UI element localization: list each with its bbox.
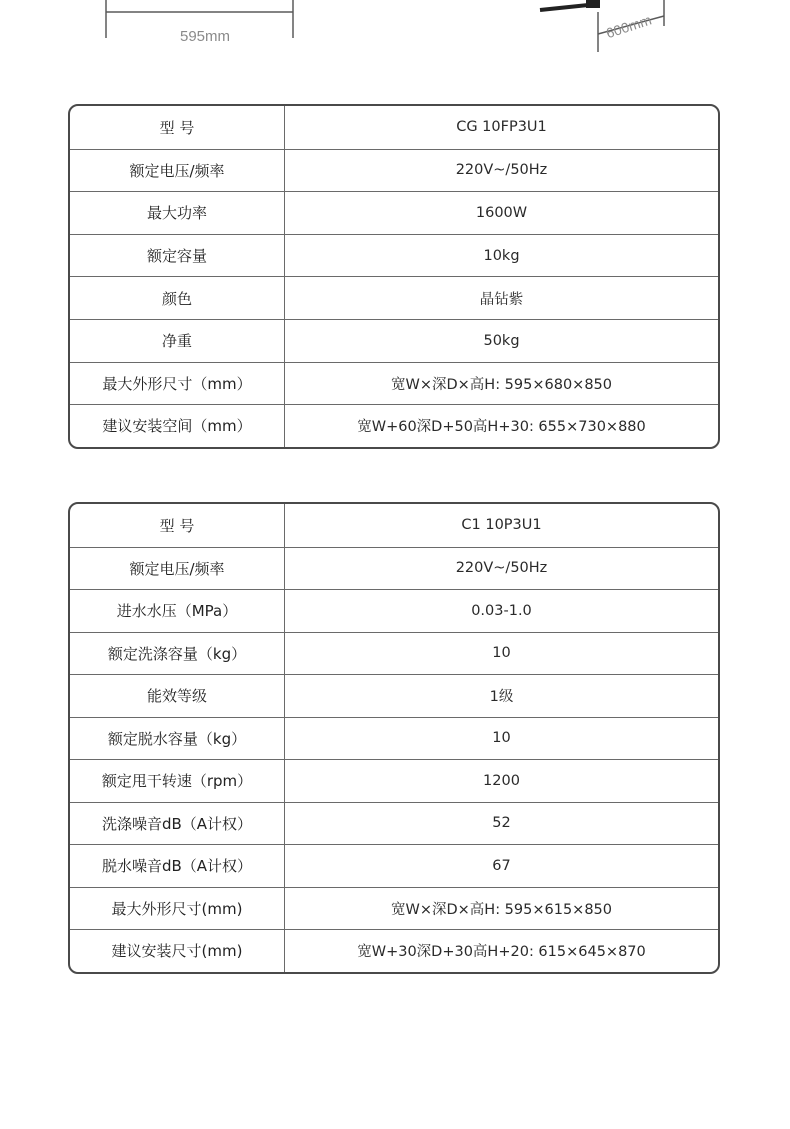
spec-value: 1600W: [475, 204, 528, 221]
table-row: [70, 404, 718, 447]
spec-value: 52: [492, 815, 511, 832]
spec-value: 67: [492, 857, 511, 874]
spec-label: 进水水压（MPa）: [70, 590, 285, 632]
spec-value: 10: [492, 730, 511, 747]
spec-label: 脱水噪音dB（A计权）: [70, 845, 285, 887]
spec-value: 10kg: [483, 247, 520, 264]
table-row: [70, 802, 718, 845]
spec-label: 型 号: [70, 504, 285, 547]
spec-label: 建议安装尺寸(mm): [70, 930, 285, 972]
table-row: [70, 149, 718, 192]
spec-value: CG 10FP3U1: [456, 119, 547, 136]
spec-value: 宽W×深D×高H: 595×680×850: [390, 376, 613, 393]
table-row: [70, 589, 718, 632]
spec-value: 220V~/50Hz: [455, 162, 548, 179]
spec-label: 额定电压/频率: [70, 548, 285, 590]
spec-label: 颜色: [70, 277, 285, 319]
spec-table-dryer: [68, 104, 720, 449]
spec-label: 洗涤噪音dB（A计权）: [70, 803, 285, 845]
dimension-lines: [0, 0, 790, 70]
spec-value: 宽W+60深D+50高H+30: 655×730×880: [357, 419, 646, 436]
depth-dimension-label: 600mm: [604, 11, 654, 42]
table-row: [70, 759, 718, 802]
machine-foot-block: [586, 0, 600, 8]
spec-table-washer: [68, 502, 720, 974]
table-row: [70, 844, 718, 887]
spec-label: 最大外形尺寸（mm）: [70, 363, 285, 405]
spec-label: 额定脱水容量（kg）: [70, 718, 285, 760]
spec-value: C1 10P3U1: [461, 517, 542, 534]
spec-value: 50kg: [483, 332, 520, 349]
spec-value: 0.03-1.0: [471, 602, 532, 619]
width-dimension-label: 595mm: [179, 28, 231, 45]
spec-value: 220V~/50Hz: [455, 560, 548, 577]
spec-label: 建议安装空间（mm）: [70, 405, 285, 447]
table-row: [70, 717, 718, 760]
table-row: [70, 106, 718, 149]
table-row: [70, 234, 718, 277]
table-row: [70, 547, 718, 590]
table-row: [70, 674, 718, 717]
spec-value: 宽W+30深D+30高H+20: 615×645×870: [357, 944, 646, 961]
table-row: [70, 929, 718, 972]
table-row: [70, 319, 718, 362]
table-row: [70, 191, 718, 234]
table-row: [70, 276, 718, 319]
table-row: [70, 362, 718, 405]
spec-value: 1级: [489, 689, 514, 706]
spec-value: 10: [492, 645, 511, 662]
spec-value: 晶钻紫: [479, 291, 524, 308]
spec-label: 型 号: [70, 106, 285, 149]
spec-label: 能效等级: [70, 675, 285, 717]
spec-value: 1200: [483, 772, 520, 789]
spec-label: 额定甩干转速（rpm）: [70, 760, 285, 802]
spec-label: 净重: [70, 320, 285, 362]
table-row: [70, 504, 718, 547]
spec-label: 额定容量: [70, 235, 285, 277]
dimension-diagram: [0, 0, 790, 70]
spec-label: 最大功率: [70, 192, 285, 234]
table-row: [70, 632, 718, 675]
spec-label: 额定电压/频率: [70, 150, 285, 192]
spec-label: 额定洗涤容量（kg）: [70, 633, 285, 675]
spec-value: 宽W×深D×高H: 595×615×850: [390, 901, 613, 918]
spec-label: 最大外形尺寸(mm): [70, 888, 285, 930]
table-row: [70, 887, 718, 930]
